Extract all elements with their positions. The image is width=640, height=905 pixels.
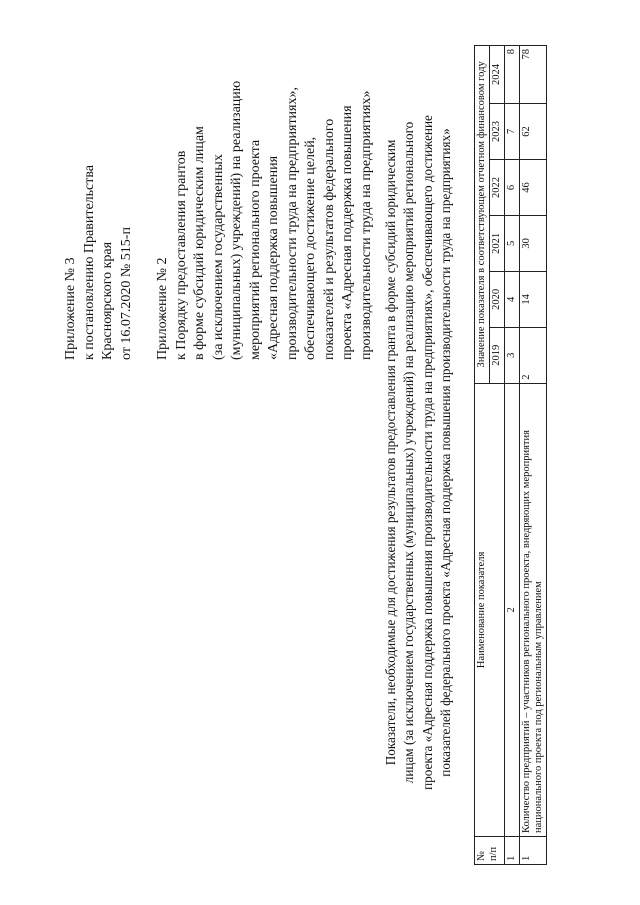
num-cell: 7 [505,104,520,160]
year-cell: 2022 [490,159,505,215]
year-cell: 2019 [490,327,505,383]
sub-appendix-line: (за исключением государственных [210,154,226,360]
row-value: 30 [520,215,547,271]
heading-line: показателей федерального проекта «Адресная поддержка повышения производительности труда на предприятиях» [438,128,454,777]
sub-appendix-line: показателей и результатов федерального [321,118,337,360]
heading-line: лицам (за исключением государственных (муниципальных) учреждений) на реализацию мероприятий регионального [401,121,417,784]
row-value: 62 [520,104,547,160]
row-value: 78 [520,46,547,104]
appendix-line: Приложение № 3 [63,257,78,360]
sub-appendix-line: мероприятий регионального проекта [247,139,263,360]
document-heading [382,40,456,865]
table-row [520,46,547,865]
year-cell: 2020 [490,271,505,327]
appendix-line: от 16.07.2020 № 515-п [118,227,134,360]
year-cell: 2023 [490,104,505,160]
num-cell: 4 [505,271,520,327]
num-cell: 5 [505,215,520,271]
sub-appendix-line: «Адресная поддержка повышения [266,155,281,360]
year-cell: 2021 [490,215,505,271]
sub-appendix-line: проекта «Адресная поддержка повышения [340,105,355,360]
num-cell: 3 [505,327,520,383]
sub-appendix-line: Приложение № 2 [155,257,170,360]
num-cell: 6 [505,159,520,215]
spacer [136,20,154,360]
heading-line: Показатели, необходимые для достижения результатов предоставления гранта в форме субсидий юридическим [383,139,398,766]
num-cell: 1 [505,837,520,865]
header-name: Наименование показателя [475,383,505,836]
table-numbering-row [505,46,520,865]
appendix-block [62,20,376,360]
sub-appendix-line: производительности труда на предприятиях», [284,87,300,360]
sub-appendix-line: производительности труда на предприятиях» [358,90,374,360]
row-name: Количество предприятий – участников регионального проекта, внедряющих мероприятия национального проекта под региональным управлением [520,383,547,836]
sub-appendix-line: обеспечивающего достижение целей, [303,136,318,360]
row-value: 2 [520,327,547,383]
num-cell: 8 [505,46,520,104]
indicators-table [474,45,547,865]
row-value: 14 [520,271,547,327]
sub-appendix-line: к Порядку предоставления грантов [173,150,189,360]
table-header-row [475,46,490,865]
header-value: Значение показателя в соответствующем отчетном финансовом году [475,46,490,384]
heading-line: проекта «Адресная поддержка повышения производительности труда на предприятиях», обеспечивающего достижение [419,115,435,790]
row-no: 1 [520,837,547,865]
sub-appendix-line: в форме субсидий юридическим лицам [192,126,207,360]
appendix-line: Красноярского края [100,241,115,360]
appendix-line: к постановлению Правительства [81,164,97,360]
year-cell: 2024 [490,46,505,104]
num-cell: 2 [505,383,520,836]
header-no: № п/п [475,837,505,865]
sub-appendix-line: (муниципальных) учреждений) на реализацию [229,80,244,360]
row-value: 46 [520,159,547,215]
